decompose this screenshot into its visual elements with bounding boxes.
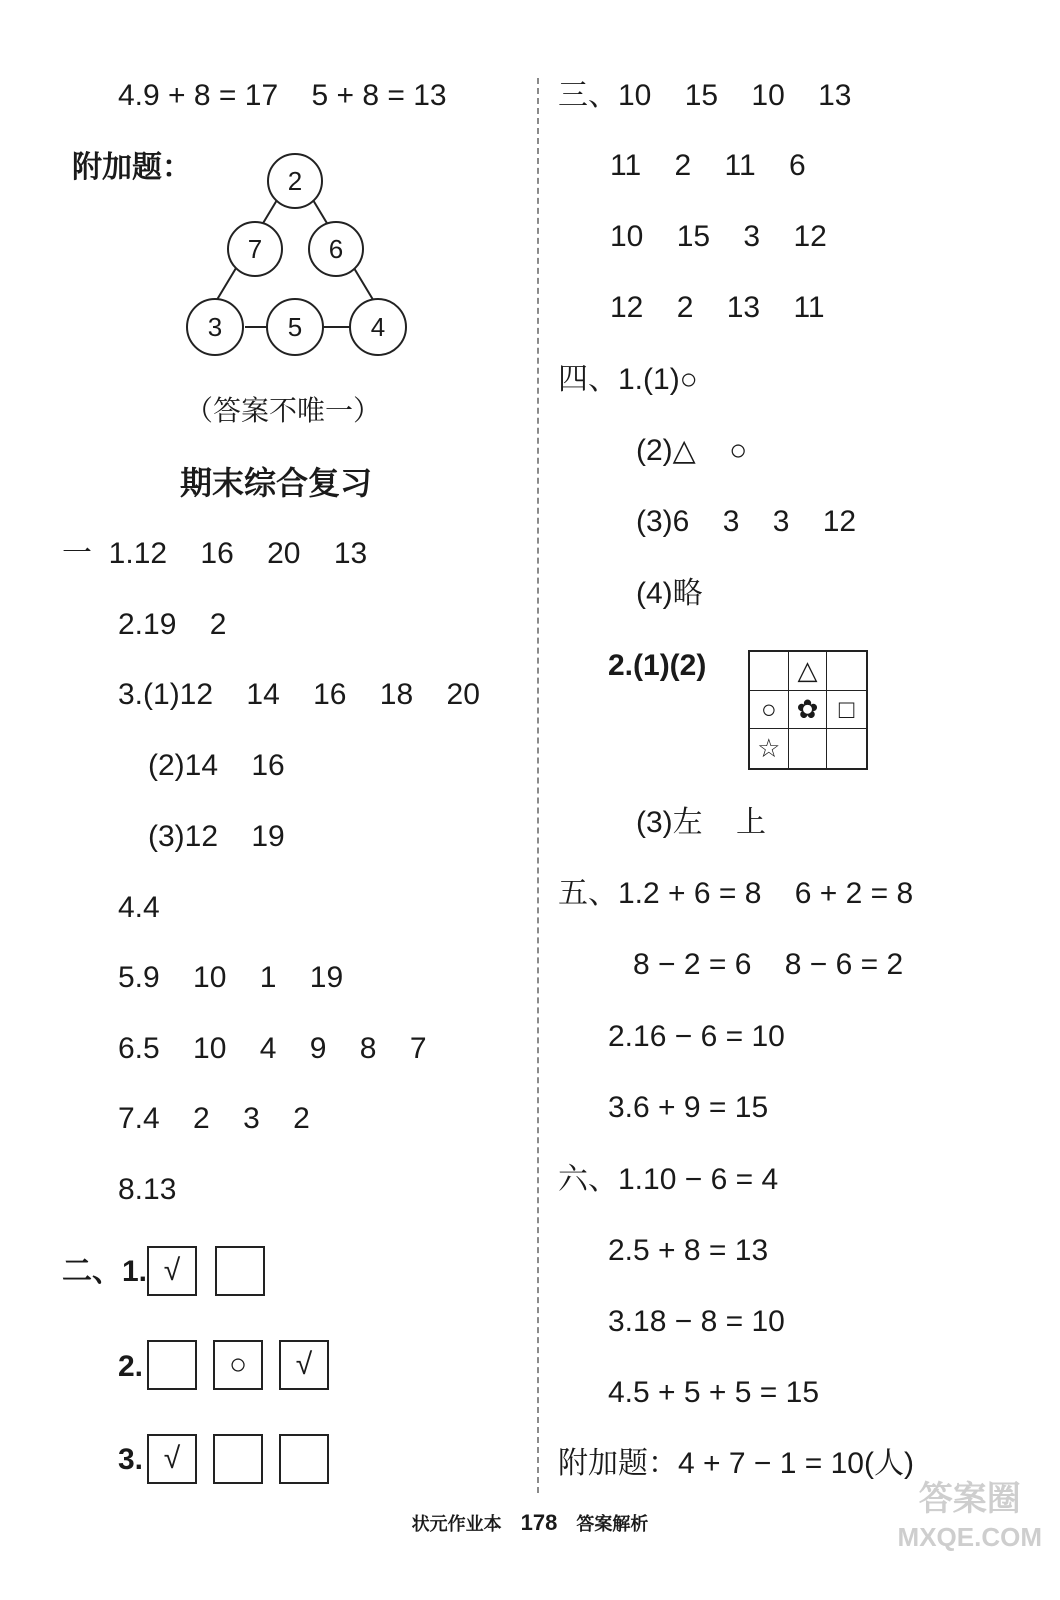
part2-q3-label: 3.: [118, 1443, 144, 1476]
part1-line-4: 4.4: [118, 891, 160, 924]
triangle-value-mid-right: 6: [328, 234, 344, 264]
part5-line-1: 五、1.2 + 6 = 8 6 + 2 = 8: [558, 877, 914, 910]
triangle-value-bottom-mid: 5: [287, 312, 303, 342]
grid-cell-star: ☆: [750, 729, 789, 768]
watermark-line-2: MXQE.COM: [897, 1522, 1042, 1552]
grid-cell: [750, 652, 789, 691]
part4-line-3: (3)6 3 3 12: [636, 505, 857, 538]
part1-line-7: 7.4 2 3 2: [118, 1102, 310, 1135]
part1-line-3-2: (2)14 16: [148, 749, 285, 782]
part4-q2-3: (3)左 上: [636, 806, 767, 839]
watermark: [898, 1480, 1042, 1556]
number-triangle-diagram: [180, 145, 420, 365]
triangle-value-mid-left: 7: [247, 234, 263, 264]
triangle-value-bottom-left: 3: [207, 312, 223, 342]
part6-line-4: 4.5 + 5 + 5 = 15: [608, 1376, 820, 1409]
part5-line-4: 3.6 + 9 = 15: [608, 1091, 769, 1124]
part4-q2-label: 2.(1)(2): [608, 649, 707, 682]
part4-line-2: (2)△ ○: [636, 434, 748, 467]
part1-line-3-3: (3)12 19: [148, 820, 285, 853]
grid-cell-square: □: [827, 691, 866, 730]
right-bonus: 附加题：4 + 7 − 1 = 10(人): [558, 1447, 914, 1480]
part1-line-3: 3.(1)12 14 16 18 20: [118, 678, 480, 711]
part1-line-5: 5.9 10 1 19: [118, 961, 344, 994]
part2-q2-box-1: [147, 1340, 197, 1390]
part3-line-3: 10 15 3 12: [610, 220, 827, 253]
part2-q1-box-2: [215, 1246, 265, 1296]
part2-q1-box-1: √: [147, 1246, 197, 1296]
part2-q2-box-3: √: [279, 1340, 329, 1390]
part2-q1-label: 二、1.: [62, 1255, 148, 1288]
part6-line-1: 六、1.10 − 6 = 4: [558, 1163, 779, 1196]
part6-line-3: 3.18 − 8 = 10: [608, 1305, 785, 1338]
grid-cell-triangle: △: [789, 652, 828, 691]
footer-section: 答案解析: [576, 1514, 649, 1534]
part2-q3-box-2: [213, 1434, 263, 1484]
part2-q2-box-2: ○: [213, 1340, 263, 1390]
part4-line-4: (4)略: [636, 577, 703, 610]
page-number: 178: [520, 1510, 558, 1535]
part4-line-1: 四、1.(1)○: [558, 363, 698, 396]
grid-cell-flower: ✿: [789, 691, 828, 730]
section-title: 期末综合复习: [180, 464, 373, 502]
part5-line-3: 2.16 − 6 = 10: [608, 1020, 785, 1053]
part2-q2-label: 2.: [118, 1350, 144, 1383]
part1-line-1: 一 1.12 16 20 13: [62, 537, 368, 570]
part1-line-2: 2.19 2: [118, 608, 227, 641]
footer-book-name: 状元作业本: [411, 1514, 502, 1534]
grid-cell: [827, 652, 866, 691]
part2-q3-box-1: √: [147, 1434, 197, 1484]
part1-line-8: 8.13: [118, 1173, 177, 1206]
triangle-value-bottom-right: 4: [370, 312, 386, 342]
triangle-value-top: 2: [287, 166, 303, 196]
part2-q3-box-3: [279, 1434, 329, 1484]
part3-line-2: 11 2 11 6: [610, 149, 806, 182]
grid-cell-circle: ○: [750, 691, 789, 730]
watermark-line-1: 答案圈: [918, 1480, 1021, 1518]
part3-line-1: 三、10 15 10 13: [558, 79, 852, 112]
position-grid: [748, 650, 868, 770]
part3-line-4: 12 2 13 11: [610, 291, 825, 324]
part6-line-2: 2.5 + 8 = 13: [608, 1234, 769, 1267]
answer-line-4: 4.9 + 8 = 17 5 + 8 = 13: [118, 79, 447, 112]
bonus-label: 附加题：: [72, 151, 192, 184]
part5-line-2: 8 − 2 = 6 8 − 6 = 2: [633, 948, 904, 981]
part1-line-6: 6.5 10 4 9 8 7: [118, 1032, 427, 1065]
answer-note: （答案不唯一）: [185, 394, 382, 427]
grid-cell: [827, 729, 866, 768]
column-divider: [537, 78, 539, 1493]
grid-cell: [789, 729, 828, 768]
